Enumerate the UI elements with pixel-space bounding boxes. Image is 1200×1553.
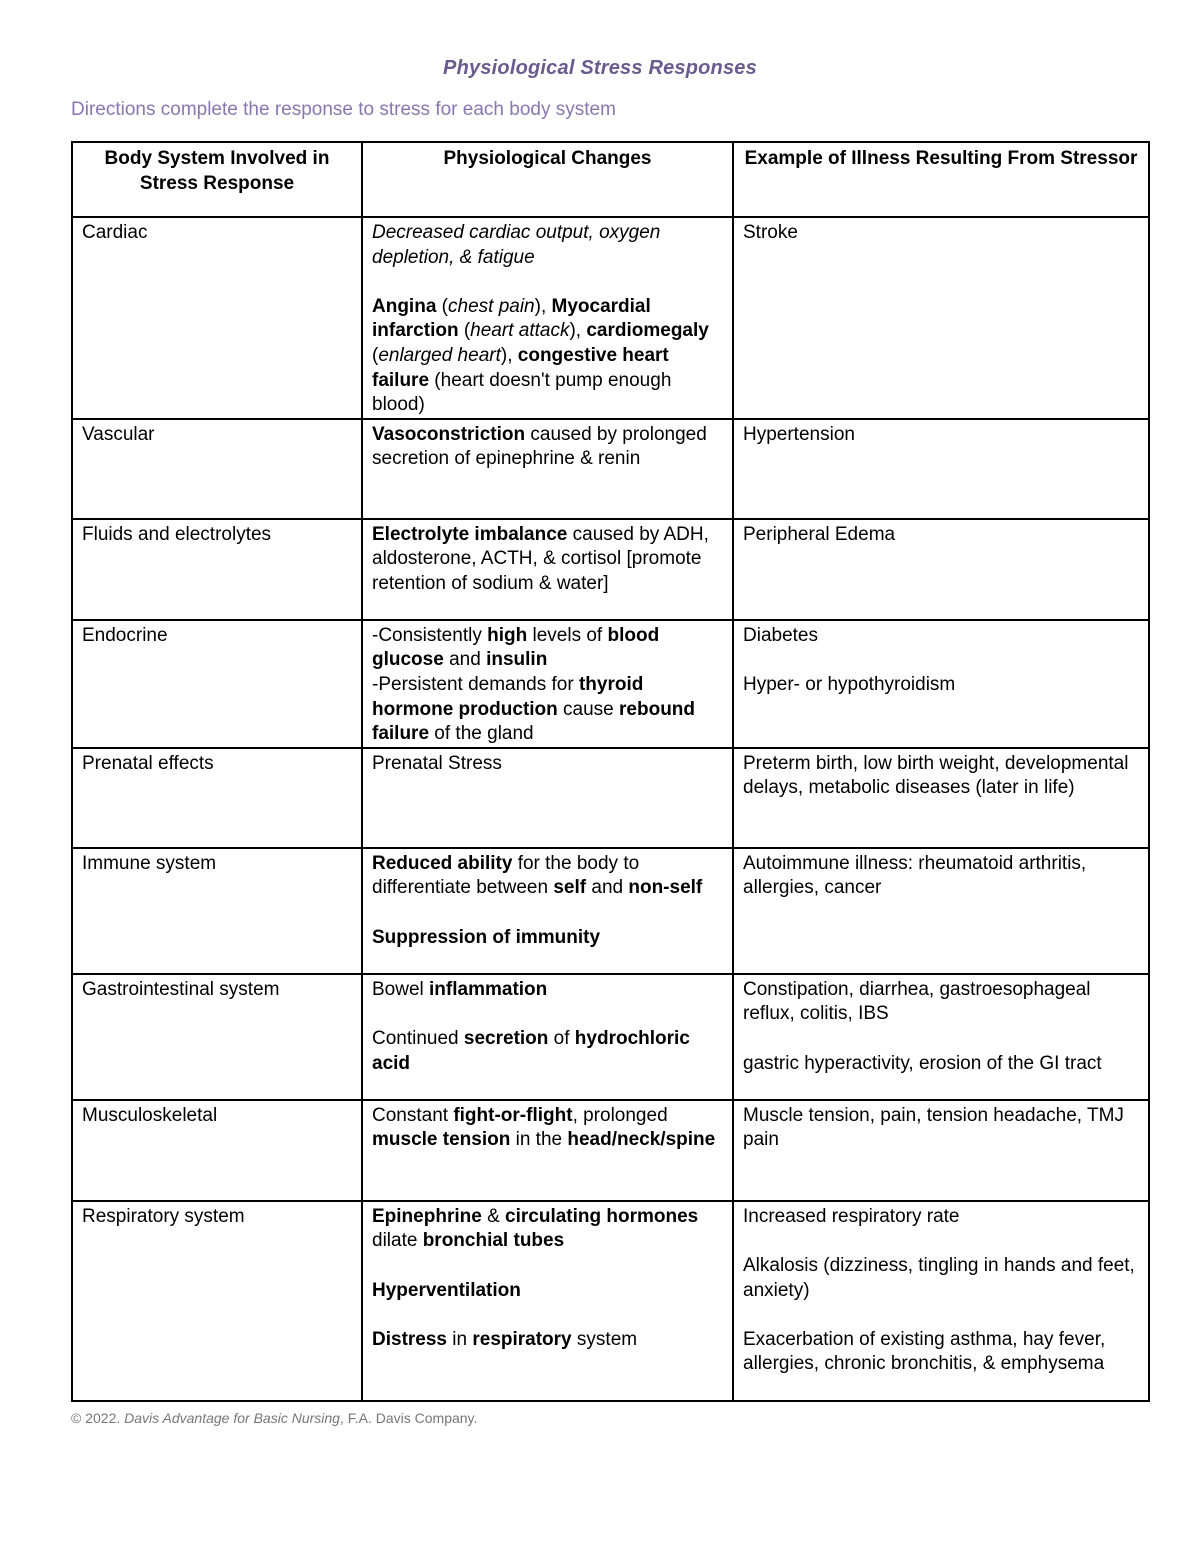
directions-text: Directions complete the response to stress for each body system <box>71 99 616 120</box>
illness-example-cell <box>733 974 1149 1100</box>
illness-paragraph: Stroke <box>743 222 798 243</box>
table-row <box>72 848 1149 974</box>
body-system-cell: Vascular <box>72 419 362 519</box>
illness-paragraph: Preterm birth, low birth weight, developmental delays, metabolic diseases (later in life) <box>743 752 1129 799</box>
illness-paragraph: Hypertension <box>743 423 855 445</box>
changes-paragraph <box>372 1254 723 1279</box>
changes-paragraph <box>372 1303 723 1328</box>
changes-paragraph: Bowel inflammation <box>372 978 548 1000</box>
table-row <box>72 1201 1149 1401</box>
illness-paragraph <box>743 1229 1139 1254</box>
table-row <box>72 217 1149 419</box>
illness-example-cell <box>733 217 1149 419</box>
changes-paragraph <box>372 270 723 295</box>
physiological-changes-cell <box>362 217 733 419</box>
footer-copyright <box>71 1410 477 1426</box>
table-row <box>72 419 1149 519</box>
illness-paragraph: Muscle tension, pain, tension headache, TMJ pain <box>743 1104 1124 1151</box>
header-physiological-changes: Physiological Changes <box>362 142 733 217</box>
changes-paragraph: Angina (chest pain), Myocardial infarction (heart attack), cardiomegaly (enlarged heart), congestive heart failure (heart doesn't pump enough blood) <box>372 295 709 416</box>
changes-paragraph: Epinephrine & circulating hormones dilate bronchial tubes <box>372 1205 699 1252</box>
table-row <box>72 748 1149 848</box>
table-header-row <box>72 142 1149 217</box>
stress-response-table <box>71 141 1150 1402</box>
physiological-changes-cell <box>362 620 733 748</box>
changes-paragraph: Distress in respiratory system <box>372 1328 638 1350</box>
changes-paragraph: Decreased cardiac output, oxygen depletion, & fatigue <box>372 222 661 268</box>
changes-paragraph: Hyperventilation <box>372 1279 521 1301</box>
illness-example-cell <box>733 1201 1149 1401</box>
physiological-changes-cell <box>362 519 733 620</box>
changes-paragraph: Continued secretion of hydrochloric acid <box>372 1027 690 1074</box>
physiological-changes-cell <box>362 1100 733 1201</box>
physiological-changes-cell <box>362 848 733 974</box>
illness-paragraph: Increased respiratory rate <box>743 1205 960 1227</box>
illness-paragraph <box>743 1303 1139 1328</box>
physiological-changes-cell <box>362 419 733 519</box>
footer-copyright-year: © 2022. <box>71 1410 125 1426</box>
table-body <box>72 217 1149 1401</box>
body-system-cell: Musculoskeletal <box>72 1100 362 1201</box>
changes-paragraph: Suppression of immunity <box>372 926 601 948</box>
changes-paragraph: Constant fight-or-flight, prolonged muscle tension in the head/neck/spine <box>372 1104 716 1151</box>
illness-paragraph: Diabetes <box>743 624 818 646</box>
changes-paragraph: Prenatal Stress <box>372 752 502 774</box>
footer-publisher: , F.A. Davis Company. <box>339 1410 478 1426</box>
changes-paragraph <box>372 1002 723 1027</box>
physiological-changes-cell <box>362 974 733 1100</box>
illness-paragraph: gastric hyperactivity, erosion of the GI tract <box>743 1052 1102 1074</box>
illness-example-cell <box>733 1100 1149 1201</box>
header-illness-example: Example of Illness Resulting From Stressor <box>733 142 1149 217</box>
page-title: Physiological Stress Responses <box>443 57 757 79</box>
body-system-cell: Fluids and electrolytes <box>72 519 362 620</box>
illness-paragraph: Exacerbation of existing asthma, hay fever, allergies, chronic bronchitis, & emphysema <box>743 1328 1106 1375</box>
changes-paragraph: Vasoconstriction caused by prolonged secretion of epinephrine & renin <box>372 423 707 470</box>
illness-example-cell <box>733 419 1149 519</box>
illness-paragraph <box>743 648 1139 673</box>
body-system-cell: Cardiac <box>72 217 362 419</box>
illness-example-cell <box>733 620 1149 748</box>
illness-paragraph: Constipation, diarrhea, gastroesophageal reflux, colitis, IBS <box>743 978 1091 1025</box>
illness-paragraph: Hyper- or hypothyroidism <box>743 673 956 695</box>
changes-paragraph <box>372 901 723 926</box>
illness-example-cell <box>733 748 1149 848</box>
body-system-cell: Immune system <box>72 848 362 974</box>
table-row <box>72 519 1149 620</box>
illness-example-cell <box>733 848 1149 974</box>
illness-example-cell <box>733 519 1149 620</box>
table-row <box>72 1100 1149 1201</box>
body-system-cell: Respiratory system <box>72 1201 362 1401</box>
illness-paragraph: Alkalosis (dizziness, tingling in hands and feet, anxiety) <box>743 1254 1135 1301</box>
illness-paragraph: Peripheral Edema <box>743 523 896 545</box>
footer-book-title: Davis Advantage for Basic Nursing <box>124 1410 340 1426</box>
header-body-system: Body System Involved in Stress Response <box>72 142 362 217</box>
body-system-cell: Prenatal effects <box>72 748 362 848</box>
changes-paragraph: Electrolyte imbalance caused by ADH, aldosterone, ACTH, & cortisol [promote retention of sodium & water] <box>372 523 709 594</box>
table-row <box>72 974 1149 1100</box>
changes-paragraph: -Persistent demands for thyroid hormone production cause rebound failure of the gland <box>372 673 696 745</box>
illness-paragraph <box>743 1027 1139 1052</box>
changes-paragraph: -Consistently high levels of blood glucose and insulin <box>372 624 660 671</box>
physiological-changes-cell <box>362 1201 733 1401</box>
table-row <box>72 620 1149 748</box>
changes-paragraph: Reduced ability for the body to differentiate between self and non-self <box>372 852 703 899</box>
body-system-cell: Endocrine <box>72 620 362 748</box>
illness-paragraph: Autoimmune illness: rheumatoid arthritis, allergies, cancer <box>743 852 1087 899</box>
physiological-changes-cell <box>362 748 733 848</box>
body-system-cell: Gastrointestinal system <box>72 974 362 1100</box>
